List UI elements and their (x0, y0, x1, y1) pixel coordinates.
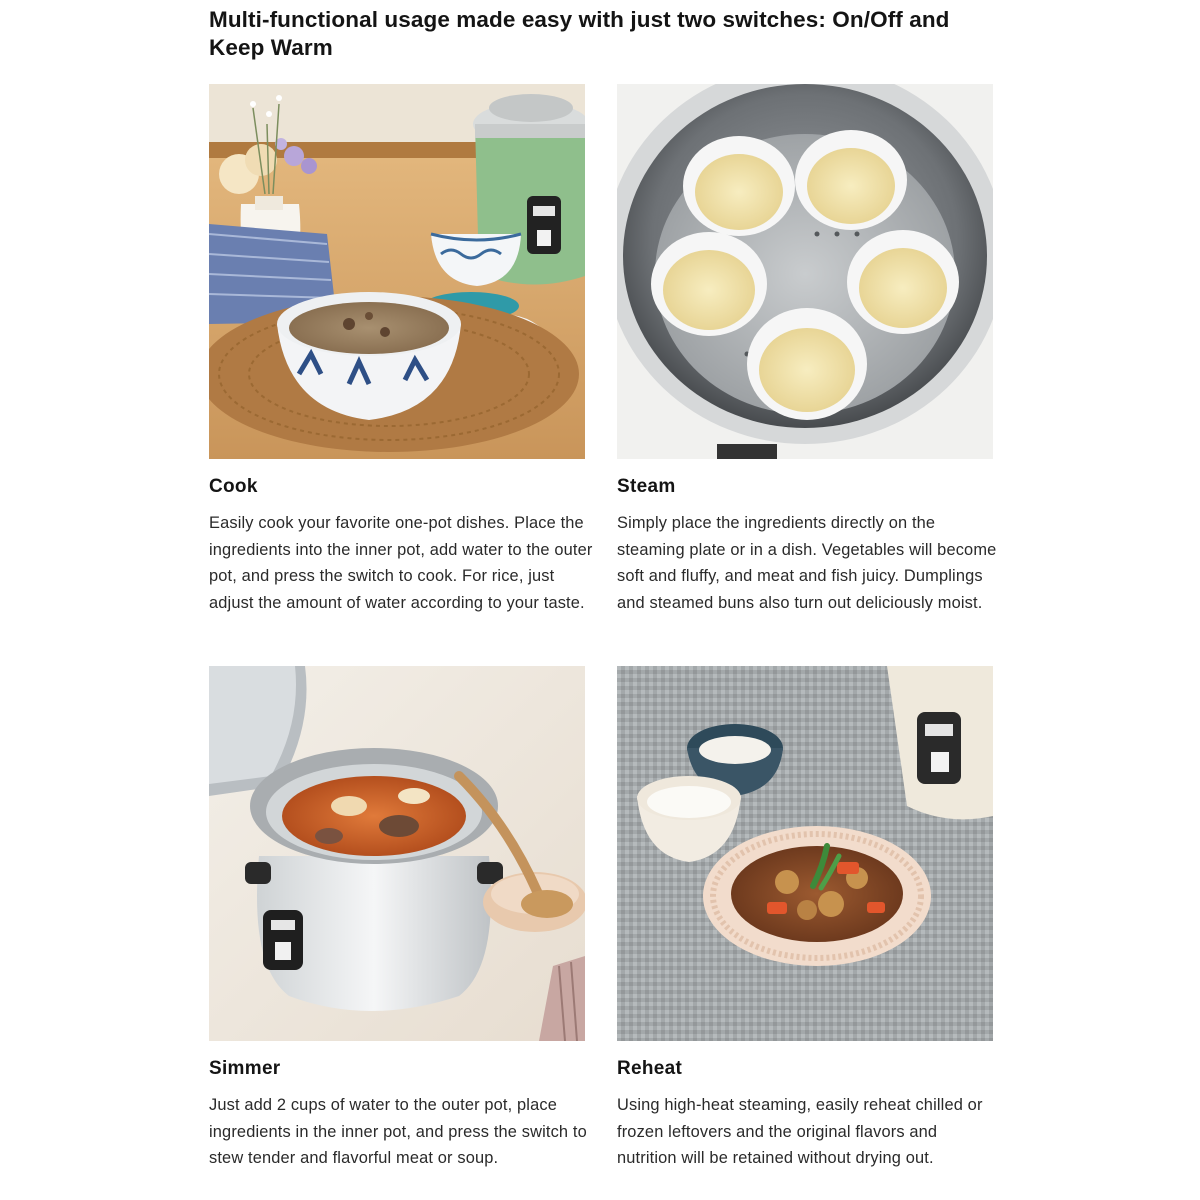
feature-card-reheat (617, 666, 993, 1168)
card-text-steam: Simply place the ingredients directly on the steaming plate or in a dish. Vegetables will become soft and fluffy, and meat and fish juicy. Dumplings and steamed buns also turn out deliciously moist. (617, 514, 997, 613)
card-text-simmer: Just add 2 cups of water to the outer pot, place ingredients in the inner pot, and press the switch to stew tender and flavorful meat or soup. (209, 1096, 587, 1168)
feature-card-steam (617, 84, 997, 613)
steam-photo (617, 84, 993, 459)
card-title-simmer: Simmer (209, 1058, 281, 1079)
card-title-steam: Steam (617, 476, 676, 497)
card-title-cook: Cook (209, 476, 258, 497)
feature-card-cook (209, 84, 593, 613)
feature-card-simmer (209, 666, 587, 1168)
reheat-photo (617, 666, 993, 1041)
page-heading: Multi-functional usage made easy with just two switches: On/Off and Keep Warm (209, 7, 950, 60)
cook-photo (209, 84, 585, 459)
card-text-reheat: Using high-heat steaming, easily reheat chilled or frozen leftovers and the original flavors and nutrition will be retained without drying out. (617, 1096, 983, 1168)
simmer-photo (209, 666, 585, 1041)
card-text-cook: Easily cook your favorite one-pot dishes. Place the ingredients into the inner pot, add water to the outer pot, and press the switch to cook. For rice, just adjust the amount of water according to your taste. (209, 514, 593, 613)
card-title-reheat: Reheat (617, 1058, 683, 1079)
